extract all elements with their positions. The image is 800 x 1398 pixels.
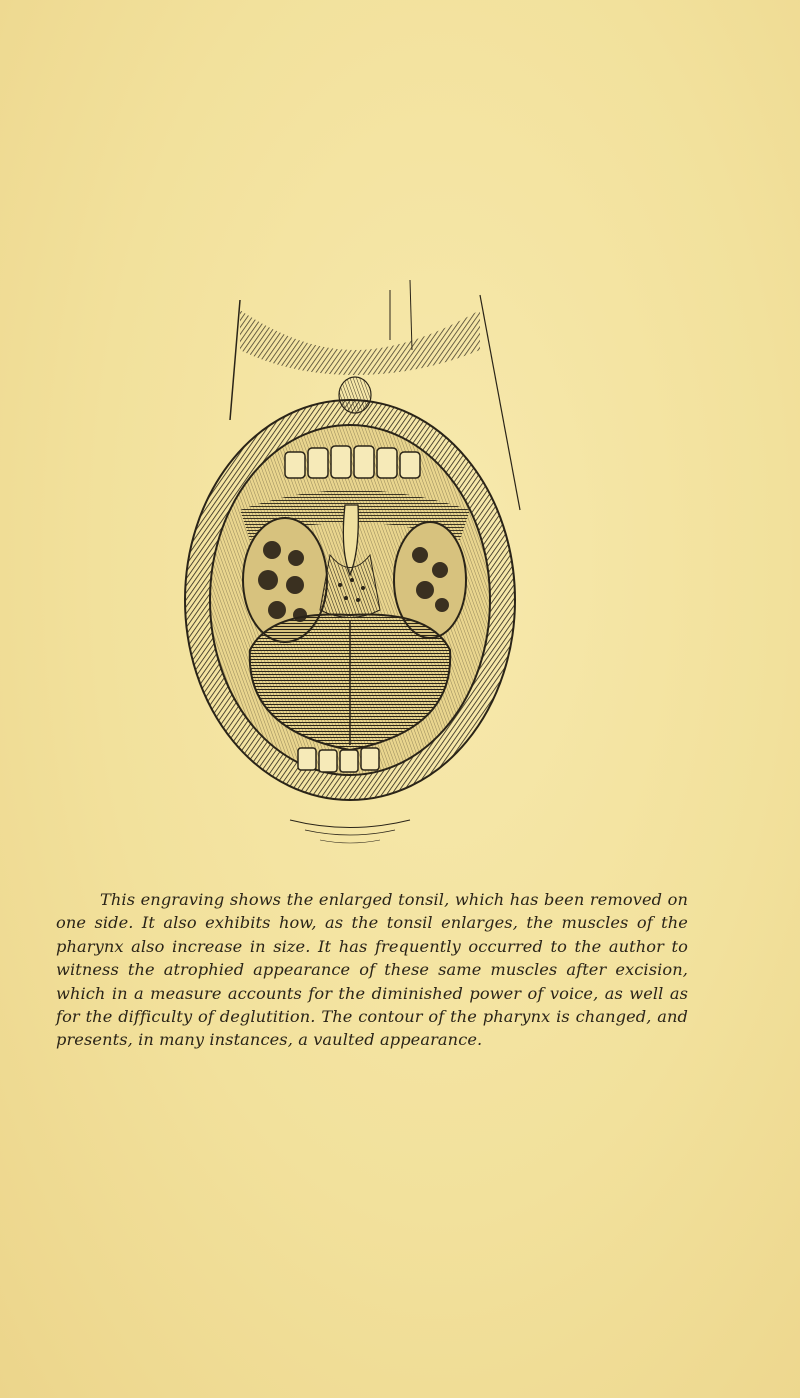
chin-lines — [290, 820, 410, 843]
open-mouth-engraving-icon — [180, 280, 530, 850]
figure-caption: This engraving shows the enlarged tonsil, which has been removed on one side. It also exhibits how, as the tonsil enlarges, the muscles of the pharynx also increase in size. It has frequently occurred to the author to witness the atrophied appearance of these same muscles after excision, which in a measure accounts for the diminished power of voice, as well as for the difficulty of deglutition. The contour of the pharynx is changed, and presents, in many instances, a vaulted appearance. — [56, 890, 688, 1050]
